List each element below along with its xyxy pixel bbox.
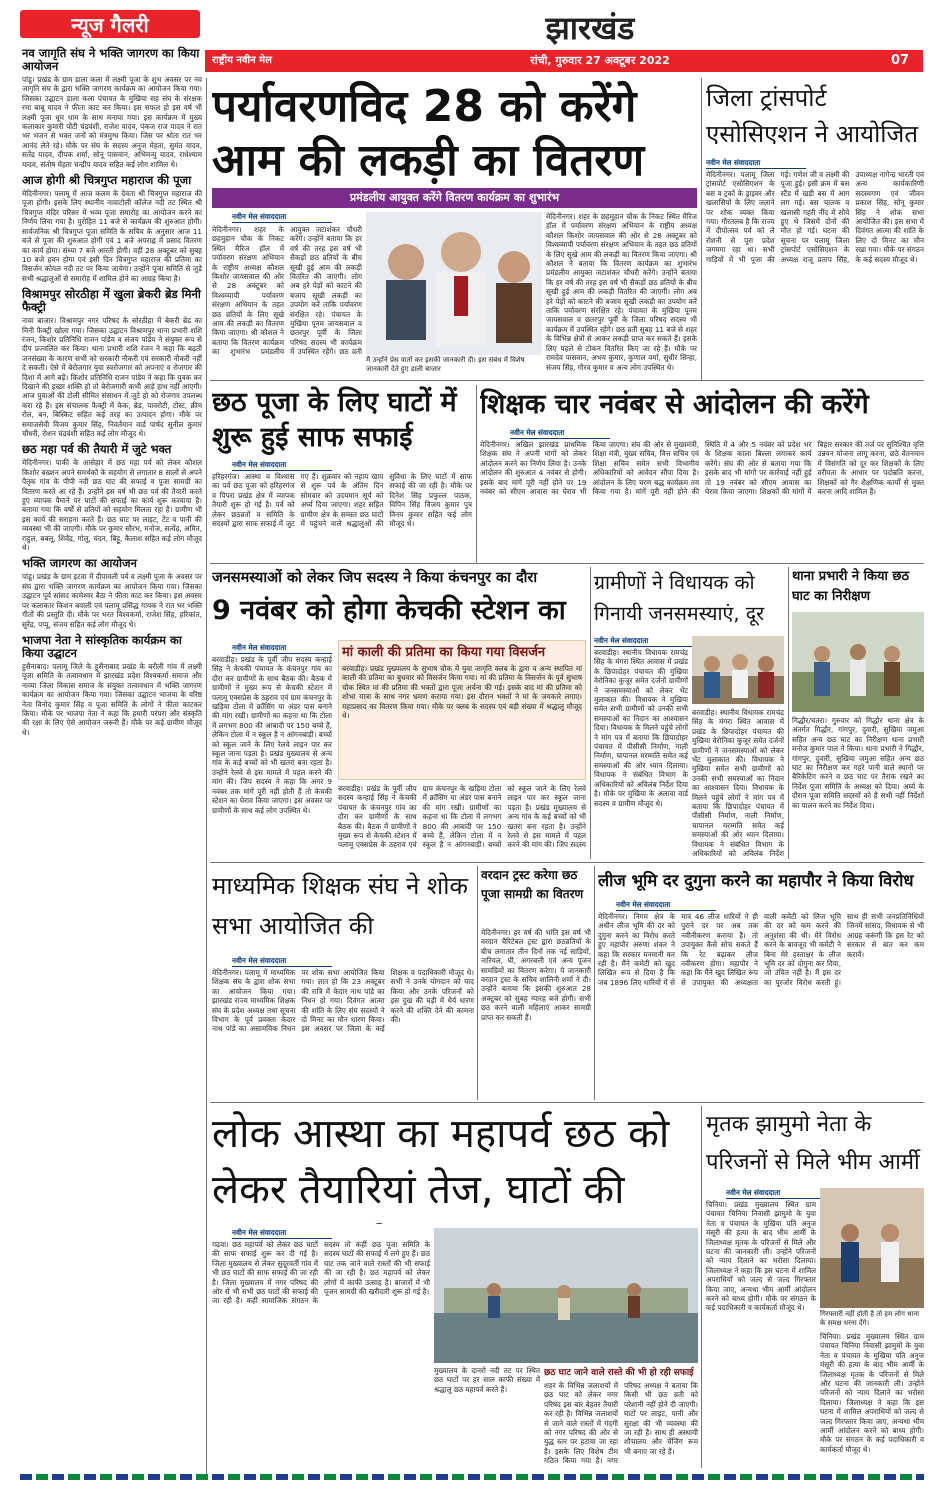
land-rate-headline: लीज भूमि दर दुगुना करने का महापौर ने किया विरोध [598,871,914,890]
kechki-body-col1: बरवाडीह। प्रखंड के पूर्वी जीप सदस्य कन्हाई सिंह ने केचकी पंचायत के कंचनपुर गांव का दौरा कर ग्रामीणों के साथ बैठक की। बैठक में ग्रामीणों ने मुख्य रूप से केचकी स्टेशन में पलामू एक्सप्रेस के ठहराव एवं ग्राम कंचनपुर के खड़िया टोला में क्रॉसिंग या अंडर पास बनाने की मांग रखी। ग्रामीणों का कहना था कि टोला में लगभग 800 की आबादी पर 150 बच्चे हैं, लेकिन टोला में न स्कूल है न आंगनबाड़ी। बच्चों को स्कूल जाने के लिए रेलवे लाइन पार कर स्कूल जाना पड़ता है। प्रखंड मुख्यालय से अन्य गांव के कई बच्चों को भी खतरा बना रहता है। उन्होंने रेलवे से इस मामले में पहल करने की मांग की। जिप सदस्य ने कहा कि अगर 9 नवंबर तक मांगें पूरी नहीं होती हैं तो केचकी स्टेशन का घेराव किया जाएगा। इस अवसर पर ग्रामीणों के साथ कई लोग उपस्थित थे। [212,655,332,815]
sidebar-item [22,174,202,283]
sidebar-item [22,634,202,737]
sidebar-item [22,288,202,438]
lead-photo-caption: मैं उन्होंने प्रेस वार्ता कर इसकी जानकारी दी। इस संबंध में विशेष जानकारी देते हुए डाली बाजार [366,356,525,373]
transport-body: मेदिनीनगर। पलामू जिला ट्रांसपोर्ट एसोसिएशन के बस व ट्रकों के ड्राइवर और खलासियों के लिए जलाने पर शोक व्यक्त किया गया। गौरतलब है कि राज्य में दीपोत्सव पर्व को ले रोशनी से पूरा प्रदेश जगमगा रहा था। सभी गाड़ियों में भी पूजा की गई। गणेश जी व लक्ष्मी की पूजा हुई। इसी क्रम में बस स्टैंड में खड़ी बस में आग लग गई। बस चालक व खलासी गहरी नींद में सोये हुए थे जिसमें दोनों की मौत हो गई। घटना की सूचना पर पलामू जिला ट्रांसपोर्ट एसोसिएशन के अध्यक्ष राजू प्रताप सिंह, उपाध्यक्ष नागेन्द्र भारती एवं अन्य कार्यकारिणी सदस्यगण एवं जीवन प्रकाश सिंह, सोनू कुमार सिंह ने शोक सभा आयोजित की। इस सभा में दिवंगत आत्मा की शांति के लिए दो मिनट का मौन रखा गया। मौके पर संगठन के कई सदस्य मौजूद थे। [706,170,924,264]
column-divider [701,1106,702,1468]
sidebar-body: नावा बाजार। विश्रामपुर नगर परिषद के सोरठीहा में बेकरी ब्रेड का मिनी फैक्ट्री खोला गया। जिसका उद्घाटन विश्रामपुर थाना प्रभारी शशि रंजन, किशोर प्रतिनिधि राजन पांडेय व संजय पांडेय ने संयुक्त रूप से दीप प्रज्वलित कर किया। थाना प्रभारी शशि रंजन ने कहा कि बढ़ती जनसंख्या के कारण सभी को सरकारी नौकरी एवं सरकारी नौकरी नहीं दे सकती। ऐसे में बेरोजगार युवा स्वरोजगार को अपनाएं व रोजगार की दिशा में आगे बढ़ें। किशोर प्रतिनिधि राजन पांडेय ने कहा कि युवक कर दिखाने की इच्छा शक्ति हो तो बेरोजगारी कभी आड़े हाथ नहीं आएगी। आज युवाओं की टोली सीमित संसाधन में जुटे हो को रोजगार उपलब्ध करा रहे हैं। इस संचालक फैक्ट्री में केक, ब्रेड, पावरोटी, टोस्ट, क्रीम रोल, बन, बिस्किट सहित कई तरह का उत्पादन होगा। मौके पर समाजसेवी विजय कुमार सिंह, निवर्तमान वार्ड पार्षद सुनील कुमार चौधरी, रोशन चंद्रवंशी सहित कई लोग मौजूद थे। [22,316,202,438]
immersion-headline: मां काली की प्रतिमा का किया गया विसर्जन [342,645,546,660]
row-divider [210,1102,924,1103]
land-rate-byline: नवीन मेल संवाददाता [616,900,716,911]
sidebar-headline: विश्रामपुर सोरठीहा में खुला ब्रेकरी ब्रेड मिनी फैक्ट्री [22,287,201,315]
sidebar-body: मेदिनीनगर। पलामू में आज कलम के देवता श्री चित्रगुप्त महाराज की पूजा होगी। इसके लिए स्थानीय नावाटोली कॉलेज नदी तट स्थित श्री चित्रगुप्त मंदिर परिसर में भव्य पूजा समारोह का आयोजन करने का निर्णय लिया गया है। पुरोहित 11 बजे से कार्यक्रम की शुरुआत होगी। सार्वजनिक श्री चित्रगुप्त पूजा समिति के सचिव के अनुसार आज 11 बजे से पूजा की शुरुआत होगी एवं 1 बजे अपराह्न में प्रसाद वितरण का कार्य होगा। संध्या 7 बजे आरती होगी। वहीं 28 अक्टूबर को सुबह 10 बजे हवन होगा एवं इसी दिन चित्रगुप्त महाराज की प्रतिमा का विसर्जन कोयल नदी तट पर किया जायेगा। उन्होंने पूजा समिति से जुड़े सभी श्रद्धालुओं से समारोह में शामिल होने का आग्रह किया है। [22,189,202,283]
kechki-body-cols: बरवाडीह। प्रखंड के पूर्वी जीप सदस्य कन्हाई सिंह ने केचकी पंचायत के कंचनपुर गांव का दौरा कर ग्रामीणों के साथ बैठक की। बैठक में ग्रामीणों ने मुख्य रूप से केचकी स्टेशन में पलामू एक्सप्रेस के ठहराव एवं ग्राम कंचनपुर के खड़िया टोला में क्रॉसिंग या अंडर पास बनाने की मांग रखी। ग्रामीणों का कहना था कि टोला में लगभग 800 की आबादी पर 150 बच्चे हैं, लेकिन टोला में न स्कूल है न आंगनबाड़ी। बच्चों को स्कूल जाने के लिए रेलवे लाइन पार कर स्कूल जाना पड़ता है। प्रखंड मुख्यालय से अन्य गांव के कई बच्चों को भी खतरा बना रहता है। उन्होंने रेलवे से इस मामले में पहल करने की मांग की। जिप सदस्य [338,784,586,850]
bheem-photo [820,1188,924,1308]
chhath-mega-headline: लोक आस्था का महापर्व छठ को लेकर तैयारियां तेज, घाटों की [212,1111,670,1213]
row-divider [210,380,924,381]
footer-bar [20,1474,924,1480]
page-title: झारखंड [545,9,635,47]
mla-photo-graphic [692,636,784,704]
lead-byline: नवीन मेल संवाददाता [232,212,332,223]
lead-headline: पर्यावरणविद 28 को करेंगे आम की लकड़ी का वितरण [212,81,645,186]
condolence-byline: नवीन मेल संवाददाता [232,956,332,967]
chhath-mega-body: गढ़वा। छठ महापर्व को लेकर छठ घाटों की साफ सफाई शुरू कर दी गई है। जिला मुख्यालय से लेकर सुदूरवर्ती गांव में भी छठ घाटों की साफ सफाई की जा रही है। जिला मुख्यालय में नगर परिषद की ओर से भी सभी छठ घाटों की सफाई की जा रही है। कहीं सामाजिक संगठन के सदस्य तो कहीं छठ पूजा समिति के सदस्य घाटों की सफाई में लगे हुए हैं। छठ घाट तक जाने वाले रास्तों की भी सफाई की जा रही है। छठ महापर्व को लेकर लोगों में काफी उत्साह है। बाजारों में भी पूजन सामग्री की खरीदारी शुरू हो गई है। [212,1240,430,1306]
lead-photo [366,212,542,355]
row-divider [210,862,924,863]
bheem-photo-graphic [820,1188,924,1308]
thana-body: गिद्धौर/चतरा। गुरुवार को गिद्धौर थाना क्षेत्र के अंतर्गत गिद्धौर, गांगपुर, दुवारी, सुखिया जमुआ सहित अन्य छठ घाट का निरीक्षण थाना प्रभारी मनोज कुमार पाल ने किया। थाना प्रभारी ने गिद्धौर, गांगपुर, दुवारी, सुखिया जमुआ सहित अन्य छठ घाट का निरीक्षण कर गहरे पानी वाले स्थानों पर बैरिकेटिंग करने व छठ घाट पर तैराक रखने का निर्देश पूजा समिति के अध्यक्ष को दिया। अर्घ्य के दौरान पूजा समिति सदस्यों को हैं सभी नहीं निर्देशों का पालन करने का निर्देश दिया। [792,716,924,810]
page-number: 07 [890,53,910,68]
column-divider [788,567,789,859]
kechki-byline: नवीन मेल संवाददाता [232,643,332,654]
column-divider [590,567,591,859]
sidebar-body: पांडू। प्रखंड के ग्राम इटवा में दीपावली पर्व व लक्ष्मी पूजा के अवसर पर संघ द्वारा भक्ति जागरण कार्यक्रम का आयोजन किया गया। जिसका उद्घाटन पूर्व सांसद कामेश्वर बैठा ने फीता काट कर किया। इस अवसर पर कलाकार किशन बवाली एवं पलामू प्रसिद्ध गायक ने रात भर भक्ति गीतों की प्रस्तुति दी। मौके पर भरत विश्वकर्मा, राजेश सिंह, हरिकांत, सुरेंद्र, पप्पू, संजय सहित कई लोग मौजूद थे। [22,572,202,629]
chhath-cleaning-headline: छठ पूजा के लिए घाटों में शुरू हुई साफ सफाई [212,387,457,453]
transport-headline: जिला ट्रांसपोर्ट एसोसिएशन ने आयोजित [706,84,919,148]
sidebar-item [22,557,202,628]
chhath-mega-byline: नवीन मेल संवाददाता [232,1228,332,1239]
sidebar-item [22,47,202,169]
section-label: न्यूज गैलरी [71,13,149,37]
bheem-body-left: चिनिया। प्रखंड मुख्यालय स्थित ग्राम पंचायत चिनिया निवासी झामुमो के युवा नेता व पंचायत के मुखिया पति अनुज मंसूरी की हत्या के बाद भीम आर्मी के जिलाध्यक्ष मृतक के परिजनों से मिले और घटना की जानकारी ली। उन्होंने परिजनों को न्याय दिलाने का भरोसा दिलाया। जिलाध्यक्ष ने कहा कि इस घटना में शामिल अपराधियों को जल्द से जल्द गिरफ्तार किया जाए, अन्यथा भीम आर्मी आंदोलन करने को बाध्य होगी। मौके पर संगठन के कई पदाधिकारी व कार्यकर्ता मौजूद थे। [706,1200,816,1313]
lead-body-left: मेदिनीनगर। शहर के छहमुहान चौक के निकट स्थित मैरिज हॉल में पर्यावरण संरक्षण अभियान के राष्ट्रीय अध्यक्ष कौशल किशोर जायसवाल की ओर से 28 अक्टूबर को विश्वव्यापी पर्यावरण संरक्षण अभियान के तहत छठ व्रतियों के लिए सूखे आम की लकड़ी का वितरण किया जाएगा। श्री कौशल ने बताया कि वितरण कार्यक्रम का शुभारंभ प्रमंडलीय आयुक्त जटाशंकर चौधरी करेंगे। उन्होंने बताया कि हर वर्ष की तरह इस वर्ष भी सैकड़ों छठ व्रतियों के बीच सूखी हुई आम की लकड़ी वितरित की जाएगी। लोग अब हरे पेड़ों को काटने की बजाय सूखी लकड़ी का उपयोग करें ताकि पर्यावरण संरक्षित रहे। पंचायत के मुखिया पूनम जायसवाल व छतरपुर पूर्वी के जिला परिषद सदस्य भी कार्यक्रम में उपस्थित रहेंगे। छठ व्रती [212,225,362,357]
sidebar-divider [206,78,207,1478]
sidebar-body: मेदिनीनगर। पाकी के आसेहार में छठ महा पर्व को लेकर कौशल किशोर बख्शन अपने समर्थकों के सहयोग से लगातार 8 सालों से अपने पैतृक गांव के पीपी नदी छठ घाट की सफाई व पूजा सामग्री का वितरण करते आ रहे हैं। उन्होंने इस वर्ष भी छठ पर्व की तैयारी करते हुए व्यापक पैमाने पर घाटों की सफाई का कार्य शुरू करवाया है। बताया गया कि वर्षों से व्रतियों को सहयोग मिलता रहा है। ग्रामीण भी इस कार्य की सराहना करते हैं। छठ घाट पर लाइट, टेंट व पानी की व्यवस्था भी की जाएगी। मौके पर कुमार सौरभ, मनोज, सत्येंद्र, अमित, राहुल, बबलू, शिवेंद्र, गोलू, चंदन, बिट्टू, कैलाश सहित कई लोग मौजूद थे। [22,458,202,553]
teacher-protest-byline: नवीन मेल संवाददाता [510,428,610,439]
condolence-body: मेदिनीनगर। पलामू में माध्यमिक शिक्षक संघ के द्वारा शोक सभा का आयोजन किया गया। झारखंड राज्य माध्यमिक शिक्षक संघ के प्रदेश अध्यक्ष तथा सूचना विभाग के पूर्व प्रवक्ता केदार नाथ पांडे का असामयिक निधन पर शोक सभा आयोजित किया गया। ज्ञात हो कि 23 अक्टूबर की रात्रि में केदार नाथ पांडे का निधन हो गया। दिवंगत आत्मा की शांति के लिए संघ सदस्यों ने दो मिनट का मौन धारण किया। इस अवसर पर जिला के कई शिक्षक व पदाधिकारी मौजूद थे। सभी ने उनके योगदान को याद किया और उनके परिजनों को इस दुख की घड़ी में धैर्य धारण करने की शक्ति देने की कामना की। [212,968,474,1034]
sidebar-headline: छठ महा पर्व की तैयारी में जुटे भक्त [22,442,172,457]
mla-byline: नवीन मेल संवाददाता [594,636,694,647]
mla-photo [692,636,784,704]
column-divider [594,866,595,1100]
sidebar-item [22,443,202,552]
kechki-kicker: जनसमस्याओं को लेकर जिप सदस्य ने किया कंचनपुर का दौरा [212,570,538,586]
sidebar-body: पांडू। प्रखंड के ग्राम डाला कला में लक्ष्मी पूजा के शुभ अवसर पर नव जागृति संघ के द्वारा भक्ति जागरण कार्यक्रम का आयोजन किया गया। जिसका उद्घाटन डाला कला पंचायत के मुखिया सह संघ के संरक्षक रमा बाबू यादव ने फीता काट कर किया। इस सफल हो इस वर्ष भी लक्ष्मी पूजा धूम धाम के साथ मनाया गया। इस कार्यक्रम में मुख्य कलाकार कुमारी पोंटी चंद्रवंशी, राजेश यादव, पंकज राज यादव ने रात भर भजन से भक्त जनों को मंत्रमुग्ध किया। जिस पर श्रोता रात भर आनंद लेते रहे। मौके पर संघ के सदस्य अनुज मेहता, सुमंत यादव, सतेंद्र यादव, दीपक शर्मा, सोनू पासवान, अभिमन्यु यादव, राधेश्याम यादव, संतोष मेहता चन्द्रीप यादव सहित कई लोग शामिल थे। [22,75,202,169]
thana-photo-graphic [792,612,924,712]
chhath-photo-graphic [434,1228,698,1363]
kechki-headline: 9 नवंबर को होगा केचकी स्टेशन का [212,595,566,626]
bheem-body-right: चिनिया। प्रखंड मुख्यालय स्थित ग्राम पंचायत चिनिया निवासी झामुमो के युवा नेता व पंचायत के मुखिया पति अनुज मंसूरी की हत्या के बाद भीम आर्मी के जिलाध्यक्ष मृतक के परिजनों से मिले और घटना की जानकारी ली। उन्होंने परिजनों को न्याय दिलाने का भरोसा दिलाया। जिलाध्यक्ष ने कहा कि इस घटना में शामिल अपराधियों को जल्द से जल्द गिरफ्तार किया जाए, अन्यथा भीम आर्मी आंदोलन करने को बाध्य होगी। मौके पर संगठन के कई पदाधिकारी व कार्यकर्ता मौजूद थे। [820,1332,924,1454]
sidebar-headline: भाजपा नेता ने सांस्कृतिक कार्यक्रम का किया उद्घाटन [22,632,182,660]
bheem-headline: मृतक झामुमो नेता के परिजनों से मिले भीम आर्मी [706,1112,920,1175]
varadan-headline: वरदान ट्रस्ट करेगा छठ पूजा सामग्री का वितरण [481,868,584,901]
column-divider [701,78,702,380]
mla-body-right: बरवाडीह। स्थानीय विधायक रामचंद्र सिंह के मंगरा स्थित आवास में प्रखंड के छिपादोहर पंचायत की मुखिया वेरोनिका कुजूर समेत दर्जनों ग्रामीणों ने जनसमस्याओं को लेकर भेंट मुलाकात की। विधायक ने मुखिया समेत सभी ग्रामीणों को उनकी सभी समस्याओं का निदान का आश्वासन दिया। विधायक के मिलने पहुंचे लोगों ने मांग पत्र में बताया कि छिपादोहर पंचायत में पीसीसी निर्माण, नाली निर्माण, चापानल मरम्मति समेत कई समस्याओं की ओर ध्यान दिलाया। विधायक ने संबंधित विभाग के अधिकारियों को अविलंब निर्देश [692,708,784,858]
column-divider [477,866,478,1100]
teacher-protest-body: मेदिनीनगर। अखिल झारखंड प्राथमिक शिक्षक संघ ने अपनी मांगों को लेकर आंदोलन करने का निर्णय लिया है। उनके आंदोलन की शुरुआत 4 नवंबर से होगी। इसके बाद मांगें पूरी नहीं होने पर 19 नवंबर को सीएम आवास का घेराव भी किया जाएगा। संघ की ओर से मुख्यमंत्री, शिक्षा मंत्री, मुख्य सचिव, वित्त सचिव एवं शिक्षा सचिव समेत सभी विभागीय अधिकारियों को आवेदन सौंपा दिया है। आंदोलन के लिए चरण बद्ध कार्यक्रम तय किया गया है। मांगें पूरी नहीं होने की स्थिति में 4 और 5 नवंबर को प्रदेश भर के शिक्षक काला बिल्ला लगाकर कार्य करेंगे। संघ की ओर से बताया गया कि इसके बाद भी मांगों पर कार्रवाई नहीं हुई तो 19 नवंबर को सीएम आवास का घेराव किया जाएगा। शिक्षकों की मांगों में बिहार सरकार की तर्ज पर सुनिश्चित वृत्ति उन्नयन योजना लागू करना, छठे वेतनमान में विसंगति को दूर कर शिक्षकों के लिए वरीयता के आधार पर पदोन्नति करना, शिक्षकों को गैर शैक्षणिक कार्यों से मुक्त करना आदि शामिल हैं। [480,440,924,497]
immersion-body: बरवाडीह। प्रखंड मुख्यालय के सुभाष चौक में युवा जागृति क्लब के द्वारा व अन्य स्थापित मां काली की प्रतिमा का बुधवार को विसर्जन किया गया। मां की प्रतिमा के विसर्जन के पूर्व सुभाष चौक स्थित मां की प्रतिमा की भक्तों द्वारा पूजा अर्चना की गई। इसके बाद मां की प्रतिमा को शोभा यात्रा के साथ नगर भ्रमण कराया गया। इस दौरान भक्तों ने मां के जयकारे लगाए। महाप्रसाद का वितरण किया गया। मौके पर क्लब के सदस्य एवं बड़ी संख्या में श्रद्धालु मौजूद थे। [342,664,582,721]
chhath-sub-body: शहर के विभिन्न जलाशयों में छठ घाट को लेकर नगर परिषद इस बार बेहतर तैयारी कर रही है। विभिन्न जलाशयों से जाने वाले रास्तों में गंदगी को नगर परिषद की ओर से युद्ध स्तर पर हटाया जा रहा है। इसके लिए विशेष टीम गठित किया गया है। नगर परिषद अध्यक्ष ने बताया कि किसी भी छठ व्रती को परेशानी नहीं होने दी जाएगी। घाटों पर लाइट, पानी और सुरक्षा की भी व्यवस्था की जा रही है। साथ ही अस्थायी शौचालय और चेंजिंग रूम भी बनाए जा रहे हैं। [544,1381,698,1466]
lead-body-right: मेदिनीनगर। शहर के छहमुहान चौक के निकट स्थित मैरिज हॉल में पर्यावरण संरक्षण अभियान के राष्ट्रीय अध्यक्ष कौशल किशोर जायसवाल की ओर से 28 अक्टूबर को विश्वव्यापी पर्यावरण संरक्षण अभियान के तहत छठ व्रतियों के लिए सूखे आम की लकड़ी का वितरण किया जाएगा। श्री कौशल ने बताया कि वितरण कार्यक्रम का शुभारंभ प्रमंडलीय आयुक्त जटाशंकर चौधरी करेंगे। उन्होंने बताया कि हर वर्ष की तरह इस वर्ष भी सैकड़ों छठ व्रतियों के बीच सूखी हुई आम की लकड़ी वितरित की जाएगी। लोग अब हरे पेड़ों को काटने की बजाय सूखी लकड़ी का उपयोग करें ताकि पर्यावरण संरक्षित रहे। पंचायत के मुखिया पूनम जायसवाल व छतरपुर पूर्वी के जिला परिषद सदस्य भी कार्यक्रम में उपस्थित रहेंगे। छठ व्रती सुबह 11 बजे से शहर के विभिन्न क्षेत्रों से आकर लकड़ी प्राप्त कर सकते हैं। इसके लिए पहले से टोकन वितरित किए जा रहे हैं। मौके पर रामदेव पासवान, अभय कुमार, कुणाल वर्मा, सुधीर सिन्हा, संजय सिंह, गौरव कुमार व अन्य लोग उपस्थित थे। [546,212,697,372]
chhath-photo-caption: मुख्यालय के दानरो नदी तट पर स्थित छठ घाटों पर हर साल काफी संख्या में श्रद्धालु छठ महापर्व करते हैं। [434,1366,540,1394]
column-divider [476,385,477,563]
chhath-cleaning-byline: नवीन मेल संवाददाता [232,460,332,471]
condolence-headline: माध्यमिक शिक्षक संघ ने शोक सभा आयोजित की [212,872,468,940]
bheem-byline: नवीन मेल संवाददाता [726,1188,826,1199]
transport-byline: नवीन मेल संवाददाता [706,158,806,169]
sidebar-headline: भक्ति जागरण का आयोजन [22,556,137,571]
thana-headline: थाना प्रभारी ने किया छठ घाट का निरीक्षण [792,569,910,604]
masthead-tag: राष्ट्रीय नवीन मेल [212,55,272,66]
sidebar [22,42,202,1482]
sidebar-body: हुसैनाबाद। पलामू जिले के हुसैनाबाद प्रखंड के बरौली गांव में लक्ष्मी पूजा समिति के तत्वावधान में झारखंड प्रदेश विश्वकर्मा समाज और नाव्या जिला विकास समाज के संयुक्त तत्वावधान में भक्ति जागरण कार्यक्रम का आयोजन किया गया। जिसका उद्घाटन भाजपा के वरिष्ठ नेता विनोद कुमार सिंह व पूजा समिति के लोगों ने फीता काटकर किया। मौके पर भाजपा नेता ने कहा कि हमारी परंपरा और संस्कृति की रक्षा के लिए ऐसे आयोजन जरूरी हैं। मौके पर कई ग्रामीण मौजूद थे। [22,661,202,737]
mla-body-left: बरवाडीह। स्थानीय विधायक रामचंद्र सिंह के मंगरा स्थित आवास में प्रखंड के छिपादोहर पंचायत की मुखिया वेरोनिका कुजूर समेत दर्जनों ग्रामीणों ने जनसमस्याओं को लेकर भेंट मुलाकात की। विधायक ने मुखिया समेत सभी ग्रामीणों को उनकी सभी समस्याओं का निदान का आश्वासन दिया। विधायक के मिलने पहुंचे लोगों ने मांग पत्र में बताया कि छिपादोहर पंचायत में पीसीसी निर्माण, नाली निर्माण, चापानल मरम्मति समेत कई समस्याओं की ओर ध्यान दिलाया। विधायक ने संबंधित विभाग के अधिकारियों को अविलंब निर्देश दिया है। मौके पर मुखिया के अलावा वार्ड सदस्य व ग्रामीण मौजूद थे। [594,648,688,808]
row-divider [210,563,924,564]
sidebar-headline: नव जागृति संघ ने भक्ति जागरण का किया आयोजन [22,46,200,73]
bheem-photo-caption: गिरफ्तारी नहीं होती है तो हम लोग थाना के समक्ष धरना देंगे। [820,1310,920,1327]
chhath-photo [434,1228,698,1363]
thana-photo [792,612,924,712]
dateline: रांची, गुरुवार 27 अक्टूबर 2022 [530,54,670,67]
mla-headline: ग्रामीणों ने विधायक को गिनायी जनसमस्याएं, दूर [594,571,765,625]
lead-photo-graphic [366,212,542,355]
sidebar-headline: आज होगी श्री चित्रगुप्त महाराज की पूजा [22,173,192,188]
varadan-body: मेदिनीनगर। हर वर्ष की भांति इस वर्ष भी वरदान चैरिटेबल ट्रस्ट द्वारा छठव्रतियों के बीच लगातार तीन दिनों तक नई साड़ियों, नारियल, घी, अगरबत्ती एवं अन्य पूजन सामग्रियों का वितरण करेगा। ये जानकारी वरदान ट्रस्ट के सचिव शालिनी शर्मा ने दी। उन्होंने बताया कि इसकी शुरुआत 28 अक्टूबर को सुबह ग्यारह बजे होगी। सभी छठ करने वाली महिलाएं आकर सामग्री प्राप्त कर सकती हैं। [481,928,591,1022]
lead-subhead: प्रमंडलीय आयुक्त करेंगे वितरण कार्यक्रम का शुभारंभ [349,191,560,204]
chhath-cleaning-body: हरिहरगंज। आस्था व विश्वास का पर्व छठ पूजा को हरिहरगंज व पिपरा प्रखंड क्षेत्र में व्यापक तैयारी शुरू हो गई है। पर्व को लेकर छठव्रतों व समिति के सदस्यों द्वारा साफ सफाई में जुट गए हैं। शुक्रवार को नहाय खाय से शुरू पर्व के अंतिम दिन सोमवार को उदयमान सूर्य को अर्घ्य दिया जाएगा। शहर सहित ग्रामीण क्षेत्र के समस्त छठ घाटों में पहुंचने वाले श्रद्धालुओं की सुविधा के लिए घाटों में साफ सफाई की जा रही है। मौके पर दिनेश सिंह प्रफुल्ल पाठक, विपिन सिंह विजय कुमार पुत्र विनय कुमार सहित कई लोग मौजूद थे। [212,472,472,529]
chhath-subhead-visible: छठ घाट जाने वाले रास्ते की भी हो रही सफाई [544,1368,694,1378]
teacher-protest-headline: शिक्षक चार नवंबर से आंदोलन की करेंगे [480,389,869,420]
land-rate-body: मेदिनीनगर। निगम क्षेत्र के अधीन लीज भूमि की दर को दुगुना करने का विरोध करते हुए महापौर अरुणा शंकर ने कहा कि सरकार मनमानी कर रही है। मैंने कमेटी को खुद लिखित रूप से दिया है कि जब 1896 लिए धारियों में से मात्र 46 लीज धारियों ने ही पुराने दर पर अब तक नवीनीकरण कराया है। तो उपायुक्त कैसे सोच सकते हैं कि रेट बढ़ाकर लीज नवीकरण होगा। महापौर ने कहा कि मैंने खुद लिखित रूप से उपायुक्त की अध्यक्षता वाली कमेटी को लिज भूमि की दर को कम करने की अनुशंसा की थी। मेरे विरोध करने के बावजूद भी कमेटी ने बिना मेरे हस्ताक्षर के लीज भूमि दर को दोगुना कर दिया, जो उचित नहीं है। मैं इस दर का पूरजोर विरोध करती हूं। साथ ही सभी जनप्रतिनिधियों जिनमें सांसद, विधायक से भी आग्रह करूंगी कि इस रेट को सरकार से बात कर कम करावें। [598,912,924,987]
